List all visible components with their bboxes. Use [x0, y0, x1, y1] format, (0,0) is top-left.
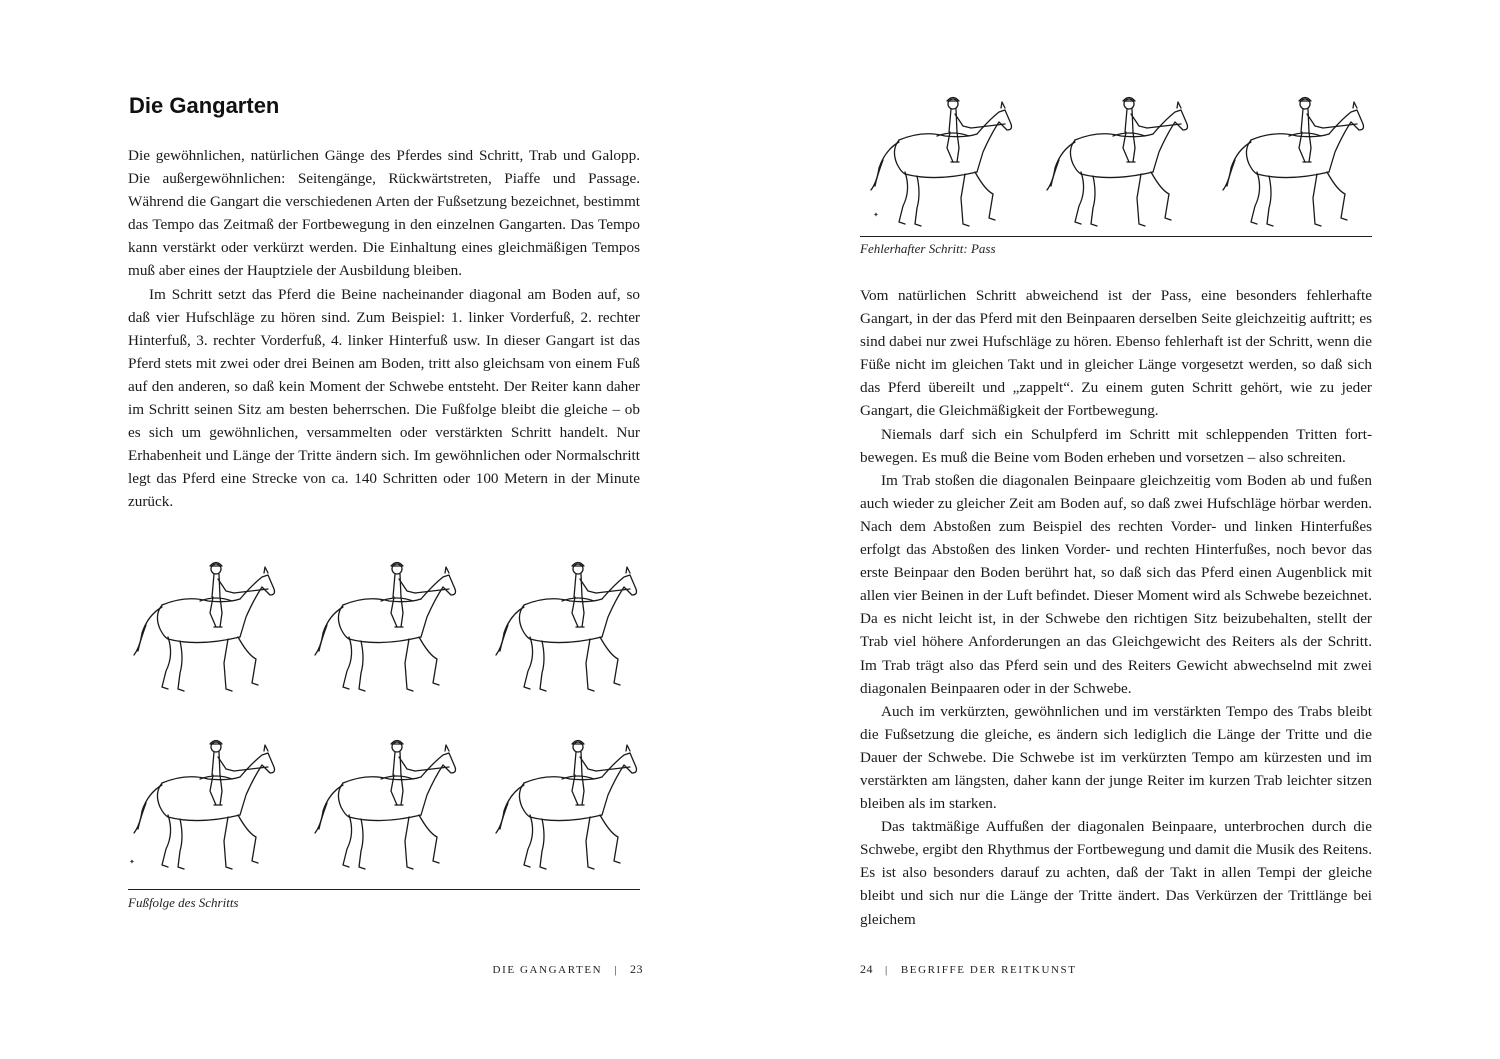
horse-illustration: [309, 733, 459, 878]
horse-illustration: [860, 90, 1020, 235]
figure-caption: Fehlerhafter Schritt: Pass: [860, 241, 996, 256]
chapter-heading: Die Gangarten: [129, 93, 280, 118]
left-body-text: [128, 144, 640, 514]
figure-caption: Fußfolge des Schritts: [128, 895, 239, 910]
footer-separator: |: [614, 964, 618, 976]
horse-illustration: [1212, 90, 1372, 235]
page-number: 24: [860, 962, 873, 976]
horse-illustration: [1036, 90, 1196, 235]
figure-rule: [128, 889, 640, 890]
paragraph: Das taktmäßige Auffußen der diagonalen Beinpaare, unterbrochen durch die Schwebe, ergibt den Rhythmus der Fortbewegung und damit die Musik des Reitens. Es ist also besonders darauf zu achten, daß der Takt in allen Tempi der gleiche bleibt und sich nur die Länge der Tritte ändert. Das Verkürzen der Trittlänge bei gleichem: [860, 818, 1372, 928]
horse-illustration: [309, 555, 459, 700]
paragraph: Auch im verkürzten, gewöhnlichen und im verstärkten Tempo des Trabs bleibt die Fußsetzung die gleiche, es ändern sich lediglich die Länge der Tritte und die Dauer der Schwebe. Die Schwebe ist im verkürzten Tempo am kürzesten und im verstärkten am längsten, daher kann der junge Reiter im kurzen Trab leichter sitzen bleiben als im starken.: [860, 702, 1372, 813]
horse-illustration: [490, 555, 640, 700]
horse-illustration: [490, 733, 640, 878]
paragraph: Vom natürlichen Schritt abweichend ist der Pass, eine besonders fehlerhafte Gangart, in der das Pferd mit den Beinpaaren derselben Seite gleichzeitig auftritt; es sind dabei nur zwei Hufschläge zu hören. Ebenso fehlerhaft ist der Schritt, wenn die Füße nicht im gleichen Takt und in gleicher Länge vorgesetzt werden, so daß sich das Pferd übereilt und „zappelt“. Zu einem guten Schritt gehört, wie zu jeder Gangart, die Gleichmäßigkeit der Fortbewegung.: [860, 287, 1372, 420]
horse-illustration: [128, 733, 278, 878]
running-footer-right: [860, 962, 1077, 977]
paragraph: Niemals darf sich ein Schulpferd im Schritt mit schleppenden Tritten fortbewegen. Es muß die Beine vom Boden erheben und vorsetzen – also schreiten.: [860, 425, 1372, 466]
walk-sequence-row-1: [128, 555, 640, 700]
paragraph: Im Trab stoßen die diagonalen Beinpaare gleichzeitig vom Boden ab und fußen auch wieder zu gleicher Zeit am Boden auf, so daß zwei Hufschläge hörbar werden. Nach dem Abstoßen zum Beispiel des rechten Vorder- und linken Hinterfußes erfolgt das Abstoßen des linken Vorder- und rechten Hinterfußes, noch bevor das erste Beinpaar den Boden berührt hat, so daß sich das Pferd einen Augenblick mit allen vier Beinen in der Luft befindet. Dieser Moment wird als Schwebe bezeichnet. Da es nicht leicht ist, in der Schwebe den richtigen Sitz beizubehalten, stellt der Trab viel höhere Anforderungen an das Gleichgewicht des Reiters als der Schritt. Im Trab trägt also das Pferd sein und des Reiters Gewicht abwechselnd mit zwei diagonalen Beinpaaren oder in der Schwebe.: [860, 471, 1372, 697]
artist-mark: ✦: [873, 211, 879, 219]
page-number: 23: [630, 962, 643, 976]
footer-title: BEGRIFFE DER REITKUNST: [900, 964, 1077, 976]
walk-sequence-row-2: [128, 733, 640, 878]
paragraph: Die gewöhnlichen, natürlichen Gänge des Pferdes sind Schritt, Trab und Galopp. Die außergewöhnlichen: Seitengänge, Rückwärtstreten, Piaffe und Passage. Während die Gangart die verschiedenen Arten der Fußsetzung bezeichnet, bestimmt das Tempo das Zeitmaß der Fortbewegung in den einzelnen Gangarten. Das Tempo kann verstärkt oder verkürzt werden. Die Einhaltung eines gleichmäßigen Tempos muß aber eines der Hauptziele der Ausbildung bleiben.: [128, 147, 640, 280]
horse-illustration: [128, 555, 278, 700]
right-page: [750, 0, 1500, 1059]
running-footer-left: [493, 962, 643, 977]
artist-mark: ✦: [129, 858, 135, 866]
pace-sequence-row: [860, 90, 1372, 235]
figure-rule: [860, 236, 1372, 237]
right-body-text: [860, 284, 1372, 931]
footer-separator: |: [885, 964, 889, 976]
footer-title: DIE GANGARTEN: [492, 964, 603, 976]
paragraph: Im Schritt setzt das Pferd die Beine nacheinander diagonal am Boden auf, so daß vier Hufschläge zu hören sind. Zum Beispiel: 1. linker Vorderfuß, 2. rechter Hinterfuß, 3. rechter Vorderfuß, 4. linker Hinterfuß usw. In dieser Gangart ist das Pferd stets mit zwei oder drei Beinen am Boden, tritt also gleichsam von einem Fuß auf den anderen, so daß kein Moment der Schwebe entsteht. Der Reiter kann daher im Schritt seinen Sitz am besten beherrschen. Die Fußfolge bleibt die gleiche – ob es sich um gewöhnlichen, versammelten oder verstärkten Schritt handelt. Nur Erhabenheit und Länge der Tritte ändern sich. Im gewöhnlichen oder Normalschritt legt das Pferd eine Strecke von ca. 140 Schritten oder 100 Metern in der Minute zurück.: [128, 285, 640, 511]
